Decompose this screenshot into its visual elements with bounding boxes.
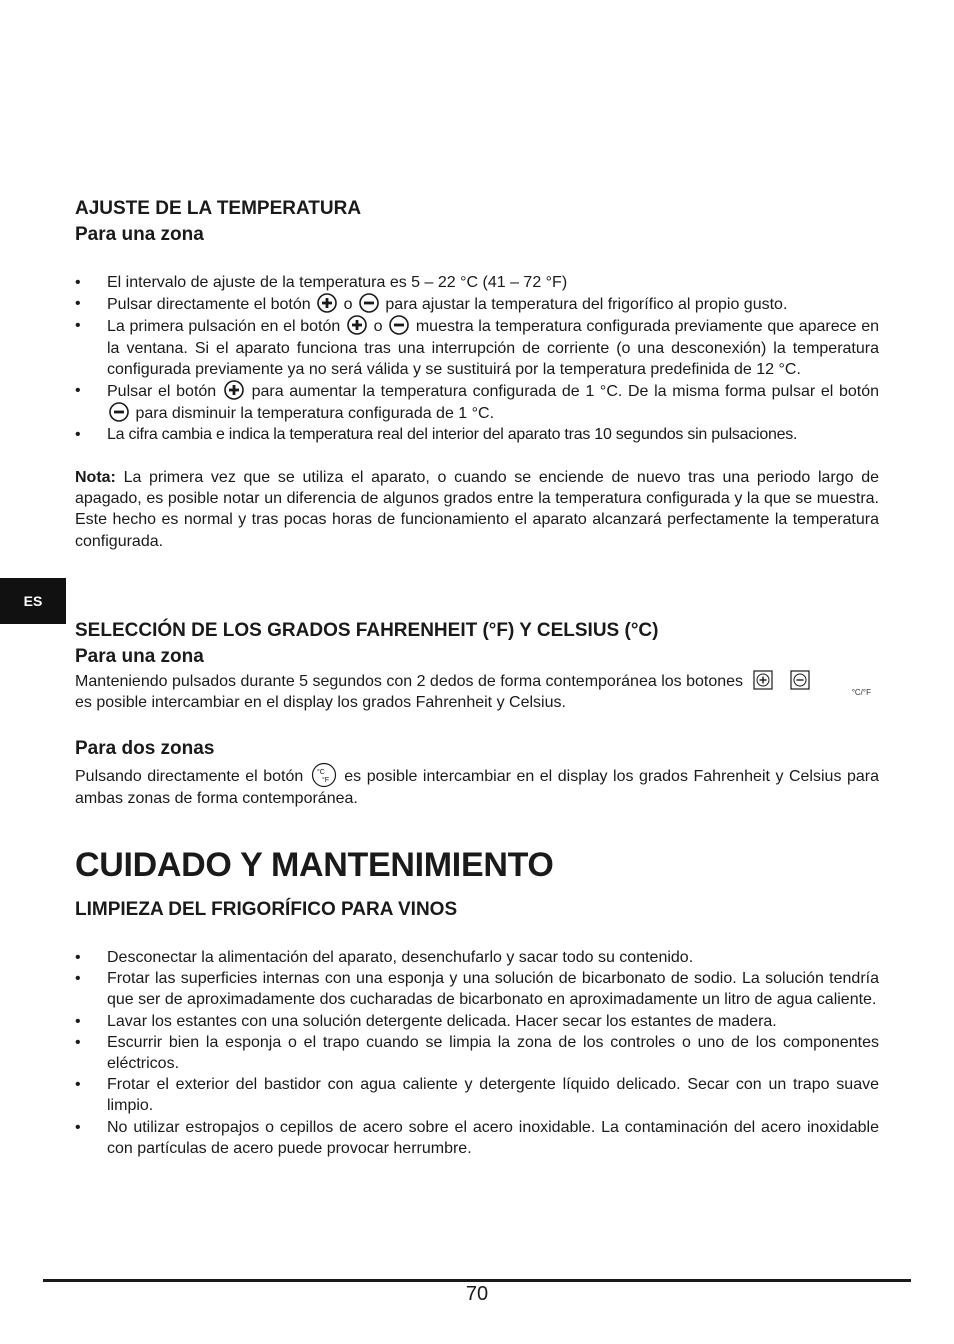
note-label: Nota: [75, 468, 116, 486]
plus-circle-icon [224, 380, 244, 400]
subtitle-two-zones: Para dos zonas [75, 737, 215, 759]
plus-circle-icon [347, 315, 367, 335]
one-zone-block [75, 670, 879, 714]
bullet-text: o [343, 296, 353, 314]
bullet-text: Escurrir bien la esponja o el trapo cuando se limpia la zona de los controles o uno de los componentes eléctricos. [107, 1033, 879, 1073]
paragraph-text: Manteniendo pulsados durante 5 segundos con 2 dedos de forma contemporánea los botones [75, 673, 744, 690]
cf-label: °C/°F [851, 688, 871, 697]
plus-circle-icon [317, 293, 337, 313]
bullet-text: para disminuir la temperatura configurada de 1 °C. [135, 405, 495, 423]
bullet-text: Lavar los estantes con una solución detergente delicada. Hacer secar los estantes de madera. [107, 1012, 777, 1030]
list-item [75, 968, 879, 1010]
svg-text:°C: °C [316, 768, 325, 776]
minus-square-icon [790, 670, 810, 690]
subtitle-one-zone: Para una zona [75, 224, 204, 245]
list-item [75, 1032, 879, 1074]
bullet-text: o [373, 318, 383, 336]
temperature-section [75, 196, 879, 552]
cleaning-bullets [75, 947, 879, 1159]
list-item [75, 424, 879, 445]
bullet-text: El intervalo de ajuste de la temperatura es 5 – 22 °C (41 – 72 °F) [107, 274, 568, 291]
list-item [75, 380, 879, 424]
note-paragraph [75, 467, 879, 553]
care-section [75, 846, 879, 1159]
svg-text:°F: °F [321, 776, 329, 784]
two-zones-text [75, 762, 879, 809]
bullet-text: Pulsar directamente el botón [107, 296, 311, 314]
bullet-text: para ajustar la temperatura del frigorífico al propio gusto. [385, 296, 788, 314]
minus-circle-icon [109, 402, 129, 422]
footer-divider [43, 1279, 911, 1282]
bullet-text: para aumentar la temperatura configurada de 1 °C. De la misma forma pulsar el botón [251, 383, 880, 401]
bullet-text: Frotar las superficies internas con una esponja y una solución de bicarbonato de sodio. La solución tendría que ser de aproximadamente dos cucharadas de bicarbonato en aproximadamente un litro de agua caliente. [107, 970, 879, 1009]
one-zone-text [75, 670, 879, 714]
minus-circle-icon [359, 293, 379, 313]
list-item [75, 315, 879, 380]
subtitle-cleaning: LIMPIEZA DEL FRIGORÍFICO PARA VINOS [75, 899, 458, 920]
degrees-section [75, 618, 879, 809]
bullet-text: La cifra cambia e indica la temperatura real del interior del aparato tras 10 segundos sin pulsaciones. [107, 426, 798, 444]
bullet-text: La primera pulsación en el botón [107, 318, 341, 336]
paragraph-text: es posible intercambiar en el display los grados Fahrenheit y Celsius para ambas zonas de forma contemporánea. [75, 767, 879, 807]
bullet-text: Desconectar la alimentación del aparato, desenchufarlo y sacar todo su contenido. [107, 949, 694, 966]
list-item [75, 947, 879, 968]
bullet-text: muestra la temperatura configurada previamente que aparece en la ventana. Si el aparato funciona tras una interrupción de corriente (o una desconexión) la temperatura configurada previamente ya no será válida y se sustituirá por la temperatura predefinida de 12 °C. [107, 318, 879, 378]
section-title-temperature: AJUSTE DE LA TEMPERATURA [75, 198, 362, 219]
celsius-fahrenheit-icon [311, 762, 337, 788]
bullet-text: Frotar el exterior del bastidor con agua caliente y detergente líquido delicado. Secar con un trapo suave limpio. [107, 1076, 879, 1115]
list-item [75, 293, 879, 315]
bullet-text: Pulsar el botón [107, 383, 217, 401]
minus-circle-icon [389, 315, 409, 335]
list-item [75, 272, 879, 293]
section-title-degrees: SELECCIÓN DE LOS GRADOS FAHRENHEIT (°F) Y CELSIUS (°C) [75, 620, 659, 641]
subtitle-one-zone: Para una zona [75, 646, 204, 667]
language-tab: ES [0, 578, 66, 624]
list-item [75, 1011, 879, 1032]
page-number: 70 [465, 1283, 489, 1305]
bullet-text: No utilizar estropajos o cepillos de acero sobre el acero inoxidable. La contaminación del acero inoxidable con partículas de acero puede provocar herrumbre. [107, 1118, 879, 1157]
paragraph-text: es posible intercambiar en el display los grados Fahrenheit y Celsius. [75, 694, 566, 712]
note-text: La primera vez que se utiliza el aparato, o cuando se enciende de nuevo tras una periodo largo de apagado, es posible notar un diferencia de algunos grados entre la temperatura configurada y la que se muestra. Este hecho es normal y tras pocas horas de funcionamiento el aparato alcanzará perfectamente la temperatura configurada. [75, 468, 879, 550]
temperature-bullets [75, 272, 879, 446]
plus-square-icon [753, 670, 773, 690]
paragraph-text: Pulsando directamente el botón [75, 767, 304, 785]
list-item [75, 1074, 879, 1116]
section-title-care: CUIDADO Y MANTENIMIENTO [75, 846, 554, 884]
list-item [75, 1117, 879, 1159]
